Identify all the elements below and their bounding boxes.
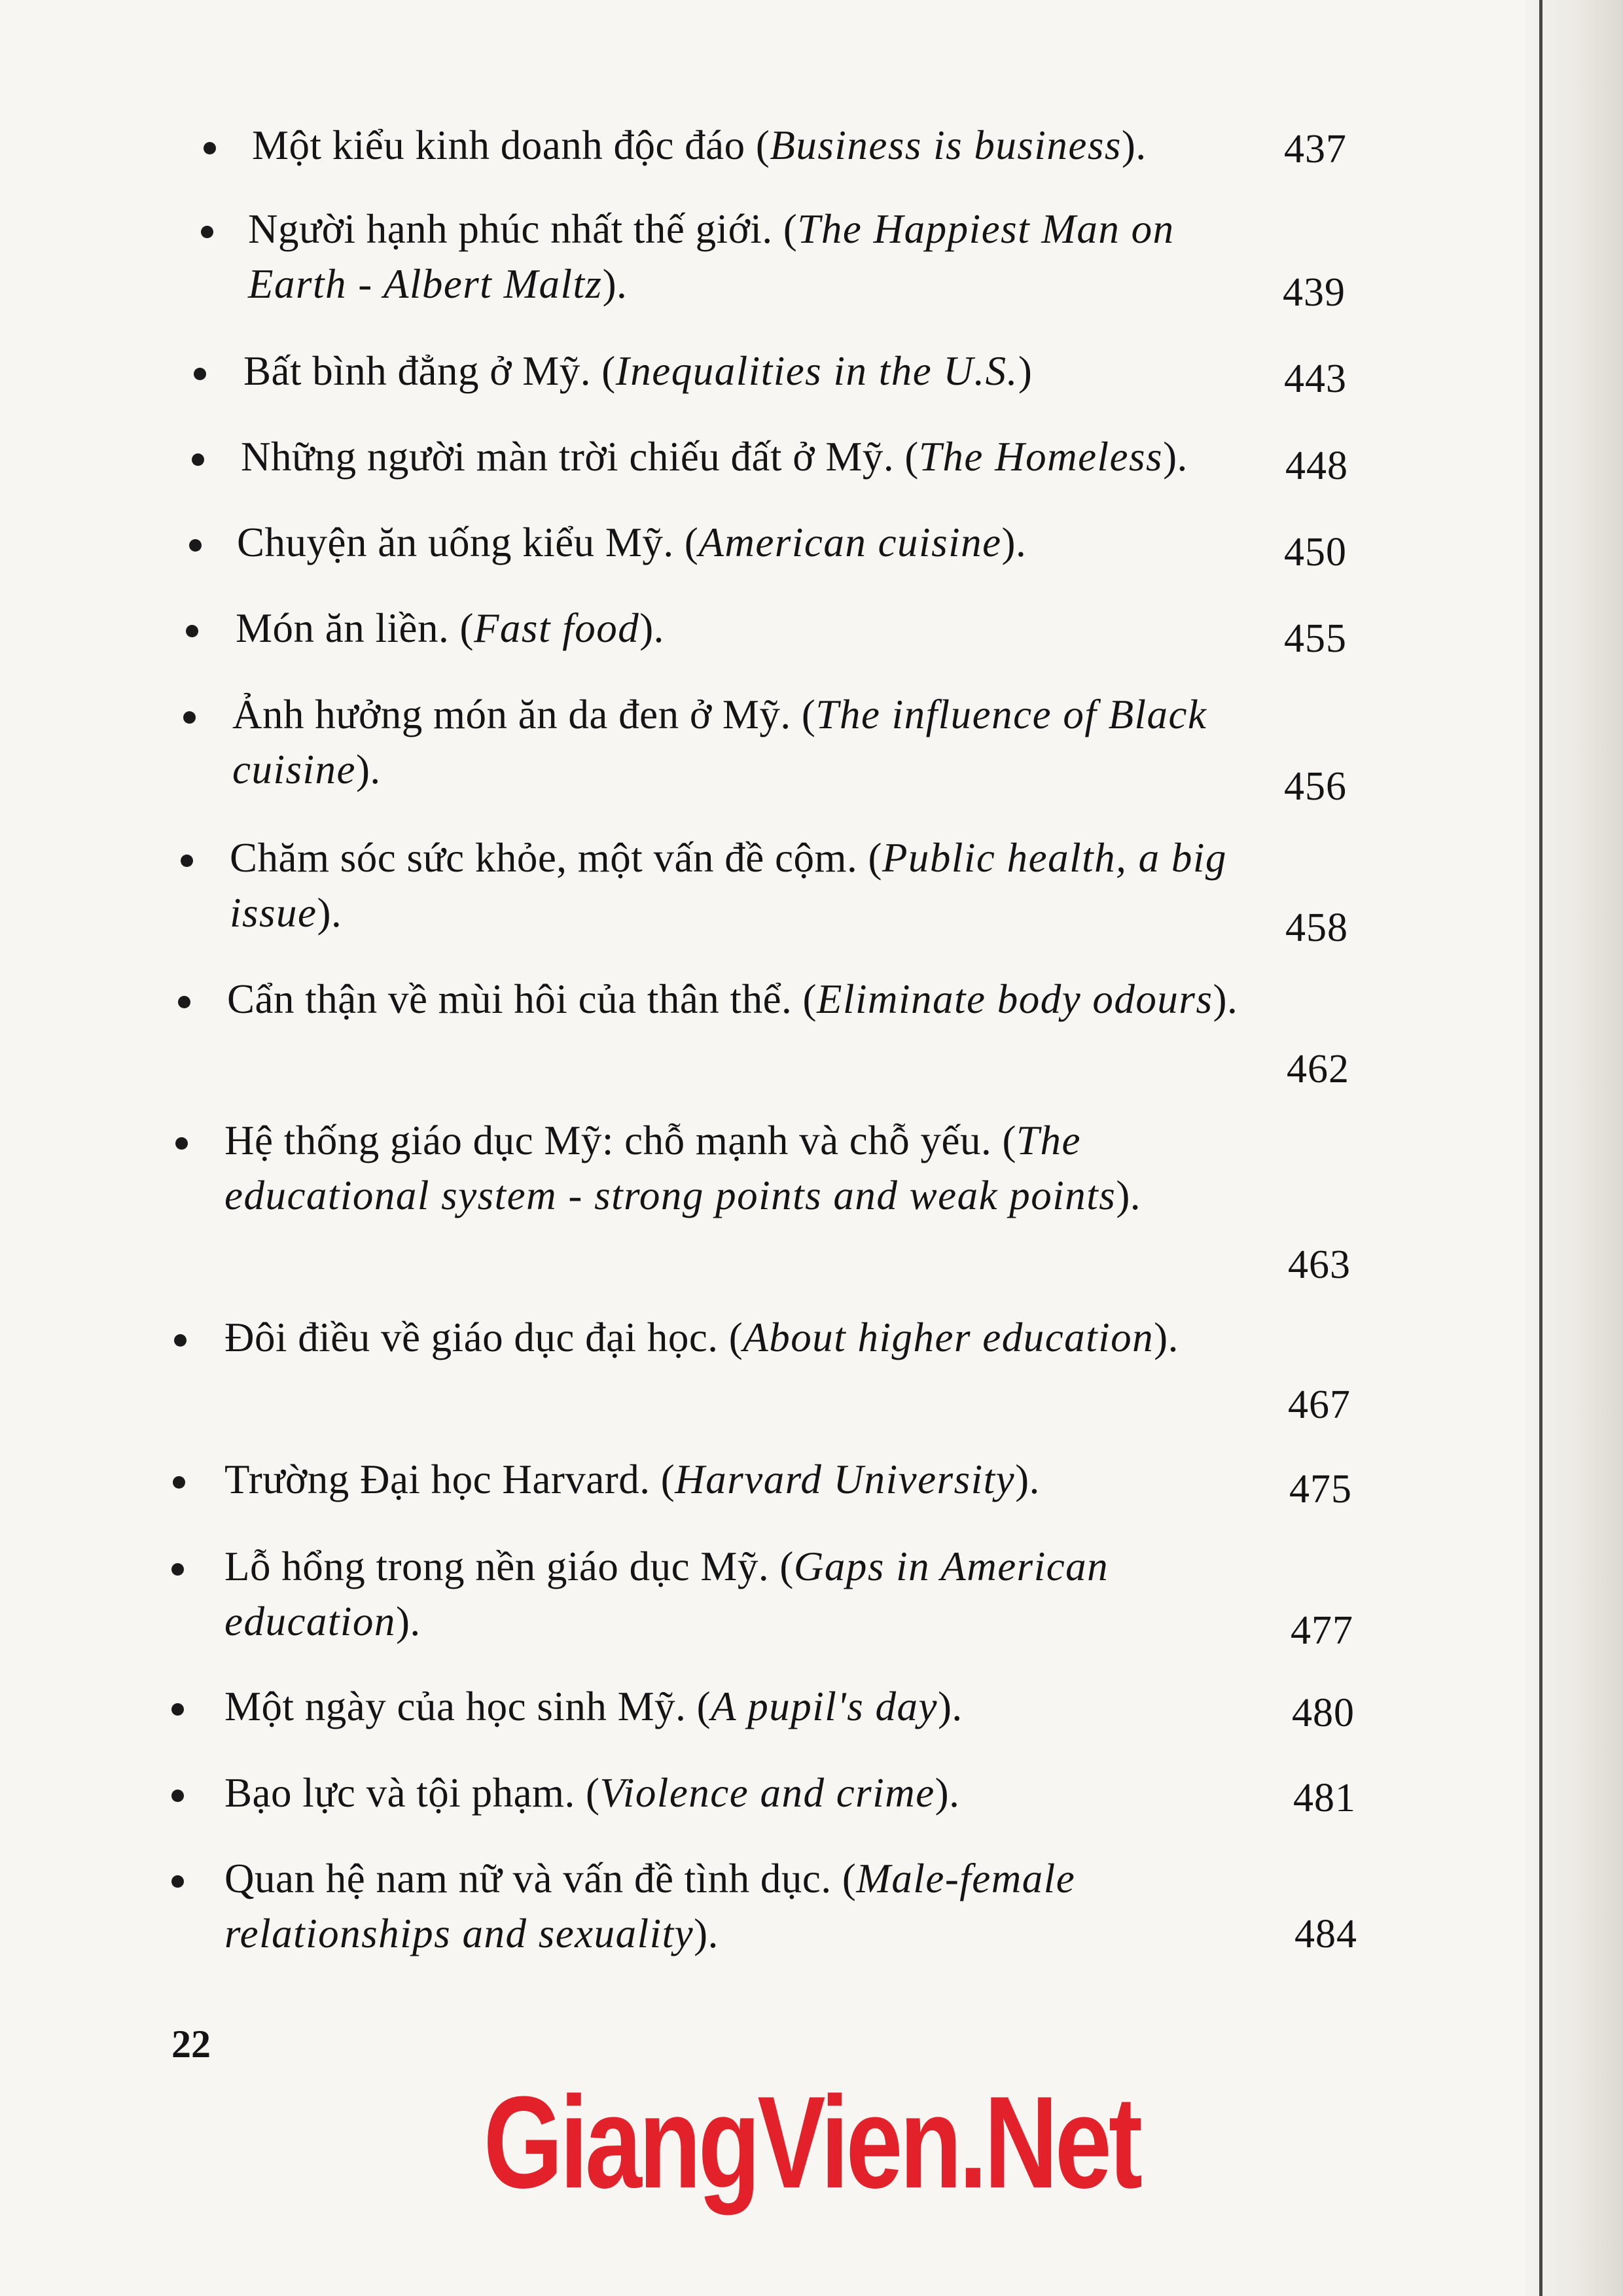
entry-page-number: 456: [1284, 764, 1347, 809]
bullet-icon: [183, 711, 196, 724]
entry-title: Bất bình đẳng ở Mỹ. (Inequalities in the U.S.): [243, 348, 1033, 394]
entry-title: Hệ thống giáo dục Mỹ: chỗ mạnh và chỗ yếu. (The educational system - strong points and weak points).: [224, 1118, 1141, 1218]
bullet-icon: [174, 1334, 187, 1347]
page-number-footer: 22: [171, 2022, 211, 2066]
entry-title: Bạo lực và tội phạm. (Violence and crime).: [224, 1770, 960, 1816]
entry-page-number: 477: [1291, 1608, 1353, 1653]
entry-page-number: 448: [1285, 444, 1348, 488]
entry-title: Người hạnh phúc nhất thế giới. (The Happiest Man on Earth - Albert Maltz).: [248, 206, 1175, 307]
entry-title: Một kiểu kinh doanh độc đáo (Business is business).: [252, 122, 1147, 168]
bullet-icon: [178, 996, 190, 1008]
bullet-icon: [171, 1790, 184, 1802]
bullet-icon: [175, 1137, 188, 1150]
bullet-icon: [192, 453, 204, 466]
bullet-icon: [171, 1875, 184, 1888]
entry-title: Trường Đại học Harvard. (Harvard University).: [224, 1457, 1040, 1502]
bullet-icon: [173, 1476, 185, 1489]
entry-title: Quan hệ nam nữ và vấn đề tình dục. (Male-female relationships and sexuality).: [224, 1856, 1076, 1956]
bullet-icon: [189, 539, 202, 552]
entry-page-number: 458: [1285, 906, 1348, 950]
binding-edge-line: [1539, 0, 1543, 2296]
bullet-icon: [186, 625, 198, 637]
entry-title: Chuyện ăn uống kiểu Mỹ. (American cuisine).: [237, 520, 1027, 565]
entry-page-number: 475: [1289, 1467, 1352, 1511]
entry-title: Cẩn thận về mùi hôi của thân thể. (Eliminate body odours).: [227, 976, 1238, 1022]
entry-title: Một ngày của học sinh Mỹ. (A pupil's day).: [224, 1684, 963, 1729]
bullet-icon: [181, 855, 193, 867]
bullet-icon: [201, 226, 213, 238]
entry-page-number: 455: [1284, 616, 1347, 661]
bullet-icon: [194, 368, 206, 380]
entry-page-number: 443: [1284, 357, 1347, 401]
entry-page-number: 462: [1287, 1047, 1349, 1091]
entry-title: Chăm sóc sức khỏe, một vấn đề cộm. (Public health, a big issue).: [230, 835, 1227, 936]
bullet-icon: [171, 1703, 184, 1716]
entry-page-number: 480: [1292, 1691, 1355, 1735]
entry-title: Những người màn trời chiếu đất ở Mỹ. (The Homeless).: [241, 434, 1188, 480]
bullet-icon: [204, 142, 216, 154]
entry-title: Ảnh hưởng món ăn da đen ở Mỹ. (The influence of Black cuisine).: [232, 692, 1207, 792]
entry-title: Lỗ hổng trong nền giáo dục Mỹ. (Gaps in American education).: [224, 1544, 1109, 1644]
bullet-icon: [171, 1563, 184, 1576]
entry-page-number: 439: [1283, 270, 1346, 315]
entry-title: Đôi điều về giáo dục đại học. (About higher education).: [224, 1315, 1179, 1360]
entry-page-number: 437: [1284, 127, 1347, 171]
entry-page-number: 467: [1288, 1383, 1351, 1427]
entry-page-number: 481: [1293, 1776, 1356, 1820]
entry-page-number: 484: [1294, 1912, 1357, 1956]
entry-title: Món ăn liền. (Fast food).: [236, 605, 664, 651]
entry-page-number: 450: [1284, 530, 1347, 574]
watermark: GiangVien.Net: [483, 2070, 1140, 2216]
entry-page-number: 463: [1288, 1243, 1351, 1287]
